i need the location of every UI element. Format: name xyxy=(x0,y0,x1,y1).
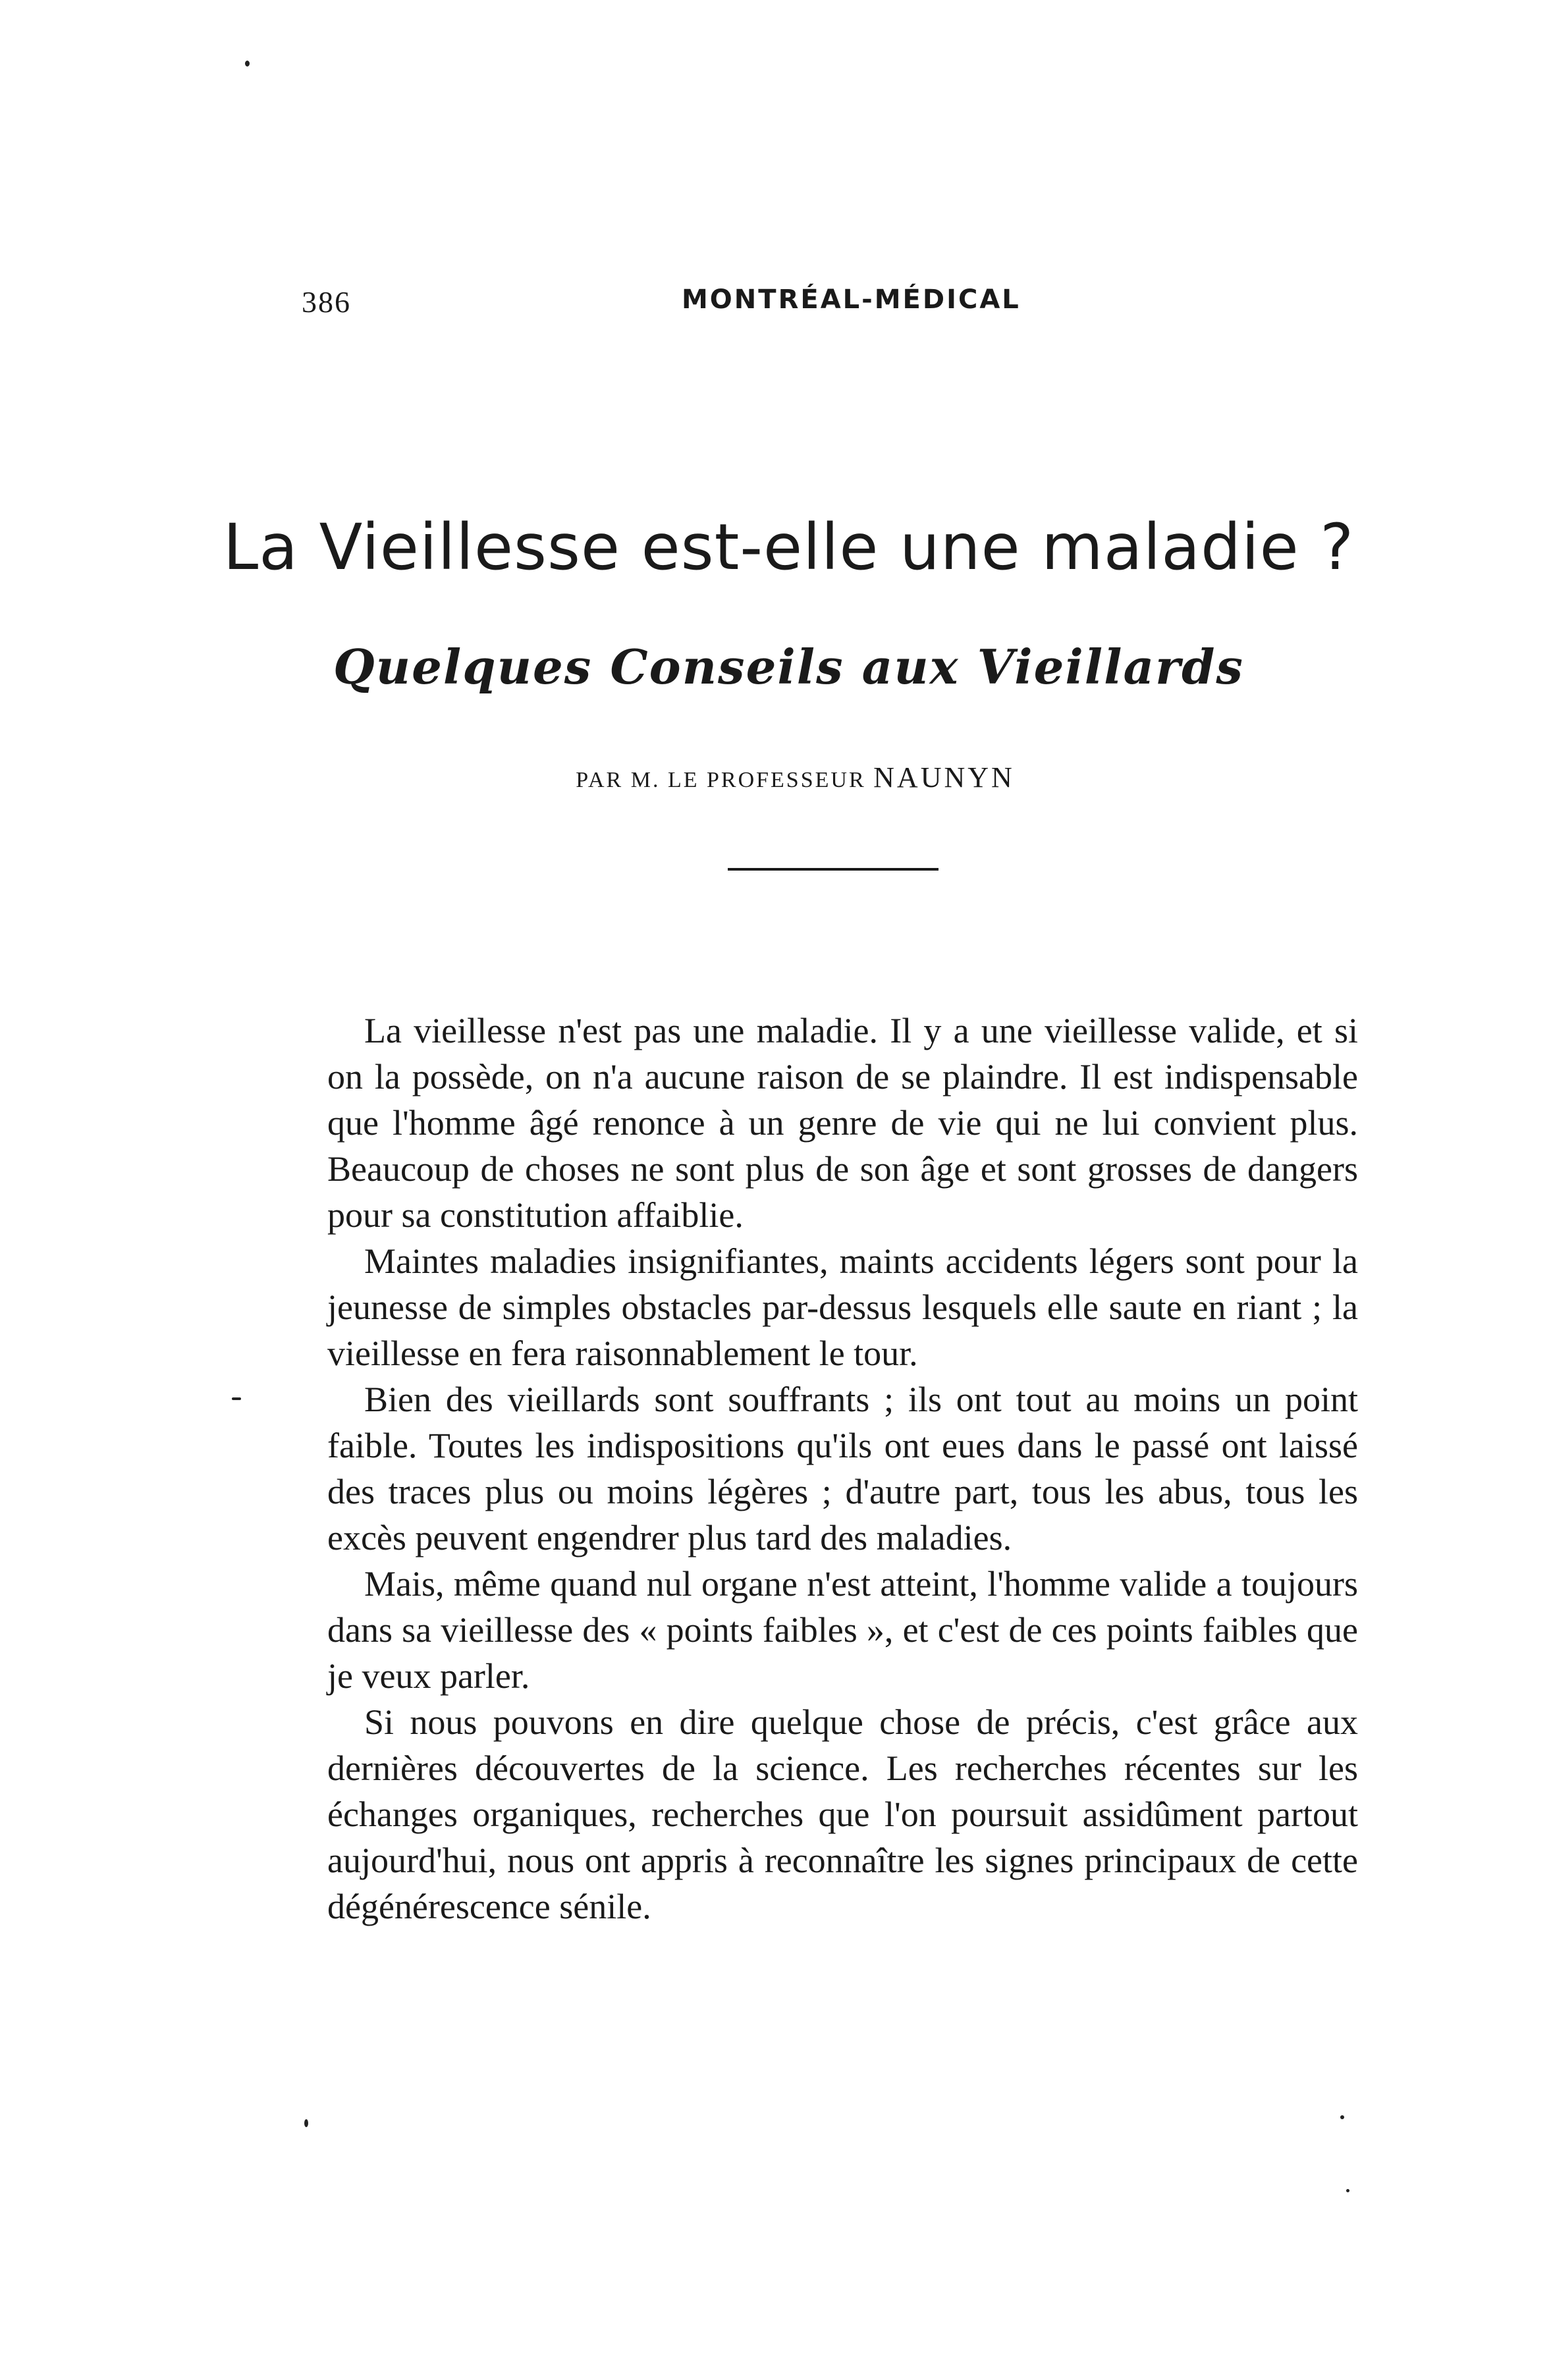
running-head xyxy=(0,284,1551,324)
scan-speck xyxy=(232,1397,241,1400)
body-paragraph: La vieillesse n'est pas une maladie. Il y a une vieillesse valide, et si on la possède, on n'a aucune raison de se plaindre. Il est indispensable que l'homme âgé renonce à un genre de vie qui ne lui convient plus. Beaucoup de choses ne sont plus de son âge et sont grosses de dangers pour sa constitution affaiblie. xyxy=(327,1011,1358,1235)
article-subtitle: Quelques Conseils aux Vieillards xyxy=(333,639,1244,695)
byline xyxy=(0,761,1551,794)
byline-prefix: PAR M. LE PROFESSEUR xyxy=(576,768,866,792)
scan-speck xyxy=(1340,2115,1344,2119)
journal-name: MONTRÉAL-MÉDICAL xyxy=(682,284,1021,315)
body-paragraph: Maintes maladies insignifiantes, maints accidents légers sont pour la jeunesse de simples obstacles par-dessus lesquels elle saute en riant ; la vieillesse en fera raisonnablement le tour. xyxy=(327,1241,1358,1373)
author-name: NAUNYN xyxy=(873,761,1015,794)
page-number: 386 xyxy=(302,285,351,319)
title-separator-rule xyxy=(728,868,939,871)
body-paragraph: Bien des vieillards sont souffrants ; ils ont tout au moins un point faible. Toutes les indispositions qu'ils ont eues dans le passé ont laissé des traces plus ou moins légères ; d'autre part, tous les abus, tous les excès peuvent engendrer plus tard des maladies. xyxy=(327,1380,1358,1557)
scan-speck xyxy=(1346,2189,1349,2192)
scan-speck xyxy=(245,61,250,67)
body-paragraph: Si nous pouvons en dire quelque chose de précis, c'est grâce aux dernières découvertes de la science. Les recherches récentes sur les échanges organiques, recherches que l'on poursuit assidûment partout aujourd'hui, nous ont appris à reconnaître les signes principaux de cette dégénérescence sénile. xyxy=(327,1702,1358,1926)
article-title: La Vieillesse est-elle une maladie ? xyxy=(223,510,1355,584)
body-paragraph: Mais, même quand nul organe n'est atteint, l'homme valide a toujours dans sa vieillesse des « points faibles », et c'est de ces points faibles que je veux parler. xyxy=(327,1564,1358,1696)
scan-speck xyxy=(304,2119,308,2127)
article-body xyxy=(327,1008,1358,1930)
